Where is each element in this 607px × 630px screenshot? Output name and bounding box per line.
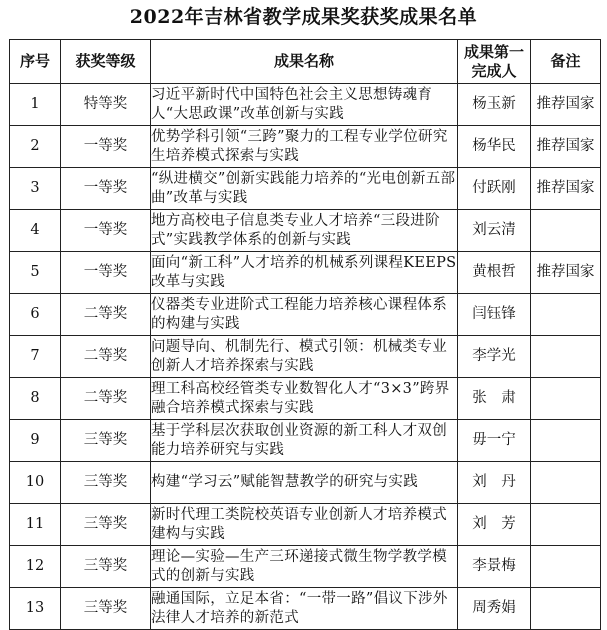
cell-index: 8 xyxy=(10,378,61,420)
cell-level: 三等奖 xyxy=(61,546,151,588)
cell-level: 三等奖 xyxy=(61,420,151,462)
cell-index: 5 xyxy=(10,252,61,294)
cell-note xyxy=(531,378,601,420)
table-row xyxy=(10,168,601,210)
cell-level: 一等奖 xyxy=(61,210,151,252)
cell-note: 推荐国家 xyxy=(531,126,601,168)
cell-note xyxy=(531,336,601,378)
cell-person: 周秀娟 xyxy=(458,588,531,630)
cell-person: 付跃刚 xyxy=(458,168,531,210)
cell-name: 面向“新工科”人才培养的机械系列课程KEEPS改革与实践 xyxy=(151,252,458,294)
table-row xyxy=(10,84,601,126)
header-level: 获奖等级 xyxy=(61,40,151,84)
table-row xyxy=(10,378,601,420)
cell-level: 特等奖 xyxy=(61,84,151,126)
cell-level: 二等奖 xyxy=(61,294,151,336)
cell-name: 地方高校电子信息类专业人才培养“三段进阶式”实践教学体系的创新与实践 xyxy=(151,210,458,252)
cell-note xyxy=(531,546,601,588)
cell-name: 习近平新时代中国特色社会主义思想铸魂育人“大思政课”改革创新与实践 xyxy=(151,84,458,126)
cell-note: 推荐国家 xyxy=(531,84,601,126)
cell-index: 3 xyxy=(10,168,61,210)
cell-level: 一等奖 xyxy=(61,126,151,168)
header-index: 序号 xyxy=(10,40,61,84)
cell-note xyxy=(531,504,601,546)
cell-index: 11 xyxy=(10,504,61,546)
cell-person: 杨玉新 xyxy=(458,84,531,126)
cell-person: 李学光 xyxy=(458,336,531,378)
cell-index: 9 xyxy=(10,420,61,462)
cell-index: 10 xyxy=(10,462,61,504)
cell-person: 闫钰锋 xyxy=(458,294,531,336)
cell-index: 13 xyxy=(10,588,61,630)
cell-note xyxy=(531,588,601,630)
table-row xyxy=(10,210,601,252)
header-name: 成果名称 xyxy=(151,40,458,84)
table-row xyxy=(10,126,601,168)
cell-person: 张 肃 xyxy=(458,378,531,420)
cell-name: 构建“学习云”赋能智慧教学的研究与实践 xyxy=(151,462,458,504)
cell-note: 推荐国家 xyxy=(531,168,601,210)
cell-person: 杨华民 xyxy=(458,126,531,168)
cell-level: 三等奖 xyxy=(61,588,151,630)
cell-note xyxy=(531,420,601,462)
header-note: 备注 xyxy=(531,40,601,84)
table-row xyxy=(10,420,601,462)
cell-note xyxy=(531,210,601,252)
cell-level: 一等奖 xyxy=(61,168,151,210)
cell-name: 基于学科层次获取创业资源的新工科人才双创能力培养研究与实践 xyxy=(151,420,458,462)
cell-note xyxy=(531,294,601,336)
cell-level: 二等奖 xyxy=(61,378,151,420)
cell-index: 6 xyxy=(10,294,61,336)
table-row xyxy=(10,588,601,630)
table-row xyxy=(10,462,601,504)
cell-level: 一等奖 xyxy=(61,252,151,294)
cell-name: 融通国际，立足本省：“一带一路”倡议下涉外法律人才培养的新范式 xyxy=(151,588,458,630)
cell-index: 12 xyxy=(10,546,61,588)
table-body xyxy=(10,84,601,630)
cell-index: 7 xyxy=(10,336,61,378)
table-row xyxy=(10,252,601,294)
cell-person: 李景梅 xyxy=(458,546,531,588)
cell-level: 二等奖 xyxy=(61,336,151,378)
cell-index: 4 xyxy=(10,210,61,252)
cell-name: 新时代理工类院校英语专业创新人才培养模式建构与实践 xyxy=(151,504,458,546)
cell-person: 刘 丹 xyxy=(458,462,531,504)
table-row xyxy=(10,294,601,336)
award-table xyxy=(9,39,601,630)
cell-level: 三等奖 xyxy=(61,462,151,504)
cell-index: 2 xyxy=(10,126,61,168)
cell-name: “纵进横交”创新实践能力培养的“光电创新五部曲”改革与实践 xyxy=(151,168,458,210)
cell-note: 推荐国家 xyxy=(531,252,601,294)
cell-name: 理工科高校经管类专业数智化人才“3×3”跨界融合培养模式探索与实践 xyxy=(151,378,458,420)
cell-index: 1 xyxy=(10,84,61,126)
cell-person: 刘 芳 xyxy=(458,504,531,546)
table-header-row xyxy=(10,40,601,84)
document-title: 2022年吉林省教学成果奖获奖成果名单 xyxy=(129,6,478,28)
cell-level: 三等奖 xyxy=(61,504,151,546)
cell-name: 理论—实验—生产三环递接式微生物学教学模式的创新与实践 xyxy=(151,546,458,588)
cell-person: 刘云清 xyxy=(458,210,531,252)
table-row xyxy=(10,504,601,546)
cell-note xyxy=(531,462,601,504)
table-row xyxy=(10,546,601,588)
table-row xyxy=(10,336,601,378)
cell-person: 毋一宁 xyxy=(458,420,531,462)
cell-name: 优势学科引领“三跨”聚力的工程专业学位研究生培养模式探索与实践 xyxy=(151,126,458,168)
header-person: 成果第一完成人 xyxy=(458,40,531,84)
cell-person: 黄根哲 xyxy=(458,252,531,294)
cell-name: 仪器类专业进阶式工程能力培养核心课程体系的构建与实践 xyxy=(151,294,458,336)
cell-name: 问题导向、机制先行、模式引领：机械类专业创新人才培养探索与实践 xyxy=(151,336,458,378)
